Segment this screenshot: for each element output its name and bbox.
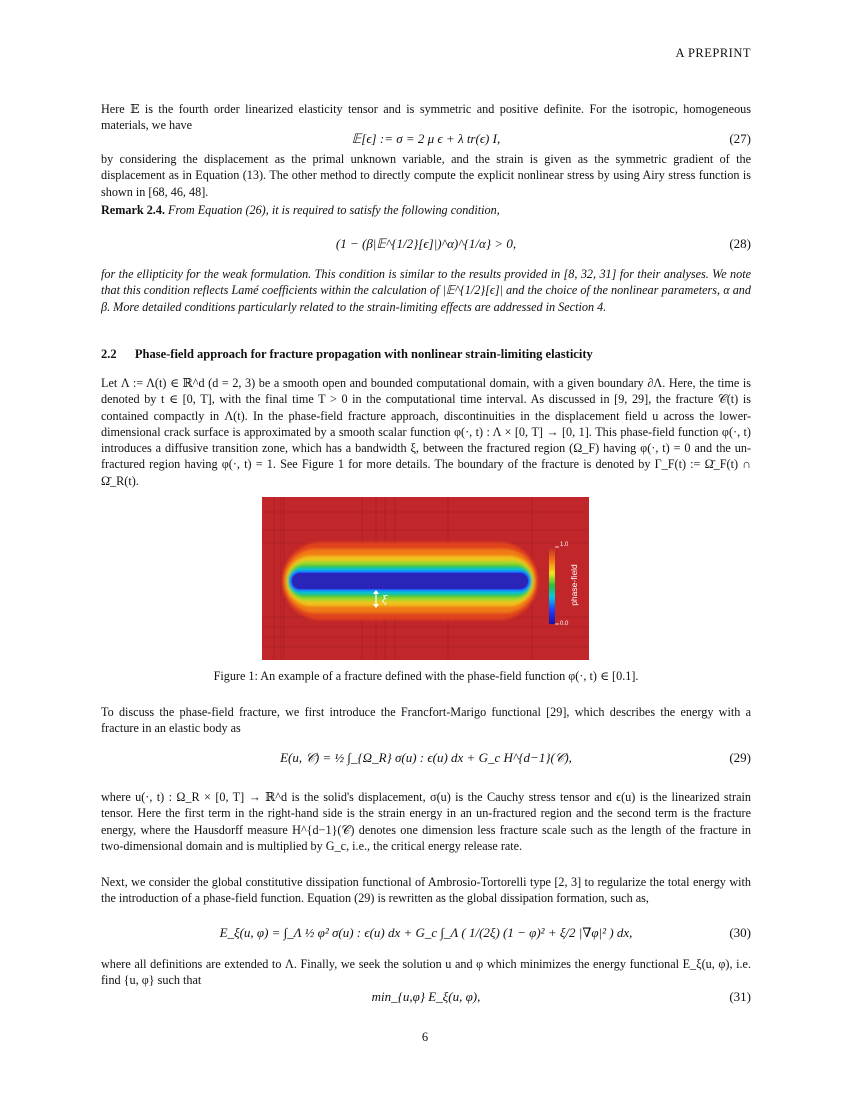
equation-31-body: min_{u,φ} E_ξ(u, φ), [371,989,481,1004]
colorbar [549,547,555,624]
paragraph-francfort-marigo [101,704,751,737]
colorbar-min-label: 0.0 [560,621,569,627]
equation-30 [101,925,751,947]
page-number: 6 [421,1030,429,1044]
paragraph-text: where u(·, t) : Ω_R × [0, T] → ℝ^d is the solid's displacement, σ(u) is the Cauchy stress tensor and ϵ(u) is the linearized strain tensor. Here the first term in the right-hand side is the strain energy in an un-fractured region and the second term is the fracture energy, where the Hausdorff measure H^{d−1}(𝒞) denotes one dimension less fracture scale such as the length of the fracture in two-dimensional domain and is multiplied by G_c, i.e., the critical energy release rate. [101,790,751,853]
equation-29-body: E(u, 𝒞) = ½ ∫_{Ω_R} σ(u) : ϵ(u) dx + G_c H^{d−1}(𝒞), [280,750,572,765]
paragraph-text: Here 𝔼 is the fourth order linearized elasticity tensor and is symmetric and positive definite. For the isotropic, homogeneous materials, we have [101,102,751,133]
paragraph-domain [101,375,751,489]
paragraph-text: Next, we consider the global constitutive dissipation functional of Ambrosio-Tortorelli type [2, 3] to regularize the total energy with the introduction of a phase-field function. Equation (29) is rewritten as the global dissipation formation, such as, [101,875,751,906]
equation-29 [101,750,751,772]
paragraph-text: To discuss the phase-field fracture, we first introduce the Francfort-Marigo functional [29], which describes the energy with a fracture in an elastic body as [101,705,751,736]
equation-28-body: (1 − (β|𝔼^{1/2}[ϵ]|)^α)^{1/α} > 0, [335,236,517,251]
section-number: 2.2 [101,347,117,361]
figure-phase-field [262,497,589,660]
equation-27-body: 𝔼[ϵ] := σ = 2 μ ϵ + λ tr(ϵ) I, [351,131,501,146]
equation-29-number: (29) [729,750,751,765]
remark-body [101,266,751,315]
section-title: Phase-field approach for fracture propagation with nonlinear strain-limiting elasticity [134,347,593,361]
equation-31-number: (31) [729,989,751,1004]
equation-30-body: E_ξ(u, φ) = ∫_Λ ½ φ² σ(u) : ϵ(u) dx + G_c ∫_Λ ( 1/(2ξ) (1 − φ)² + ξ/2 |∇φ|² ) dx, [219,925,633,940]
paragraph-displacement [101,151,751,200]
remark-intro: From Equation (26), it is required to satisfy the following condition, [168,203,500,217]
remark-heading [101,202,751,218]
remark-label: Remark 2.4. [101,203,165,217]
fracture-core [292,573,528,589]
paragraph-text: by considering the displacement as the primal unknown variable, and the strain is given as the symmetric gradient of the displacement as in Equation (13). The other method to directly compute the explicit nonlinear stress by using Airy stress function is shown in [68, 46, 48]. [101,152,751,199]
running-header: A PREPRINT [675,46,751,60]
equation-27-number: (27) [729,131,751,146]
equation-31 [101,989,751,1011]
figure-caption: Figure 1: An example of a fracture defined with the phase-field function φ(·, t) ∈ [0.1]. [213,669,639,683]
equation-28-number: (28) [729,236,751,251]
paragraph-minimization [101,956,751,989]
equation-30-number: (30) [729,925,751,940]
equation-27 [101,131,751,153]
bandwidth-label: ξ [382,595,388,606]
paragraph-text: Let Λ := Λ(t) ∈ ℝ^d (d = 2, 3) be a smooth open and bounded computational domain, with a given boundary ∂Λ. Here, the time is denoted by t ∈ [0, T], with the final time T > 0 in the computational time interval. As discussed in [9, 29], the fracture 𝒞(t) is contained compactly in Λ(t). In the phase-field fracture approach, discontinuities in the displacement field u across the lower-dimensional crack surface is approximated by a smooth scalar function φ(·, t) : Λ × [0, T] → [0, 1]. This phase-field function φ(·, t) introduces a diffusive transition zone, which has a bandwidth ξ, between the fractured region (Ω_F) having φ(·, t) = 0 and the un-fractured region having φ(·, t) = 1. See Figure 1 for more details. The boundary of the fracture is denoted by Γ_F(t) := Ω̄_F(t) ∩ Ω̄_R(t). [101,376,751,488]
phase-field-plot [262,497,589,660]
section-heading [101,347,593,362]
colorbar-max-label: 1.0 [560,542,569,548]
equation-28 [101,236,751,258]
paragraph-text: for the ellipticity for the weak formulation. This condition is similar to the results provided in [8, 32, 31] for their analyses. We note that this condition reflects Lamé coefficients within the calculation of |𝔼^{1/2}[ϵ]| and the choice of the nonlinear parameters, α and β. More detailed conditions particularly related to the strain-limiting effects are addressed in Section 4. [101,267,751,314]
colorbar-title: phase-field [569,564,579,606]
paragraph-elasticity-tensor [101,101,751,134]
paragraph-displacement-def [101,789,751,854]
paragraph-ambrosio-tortorelli [101,874,751,907]
paragraph-text: where all definitions are extended to Λ. Finally, we seek the solution u and φ which minimizes the energy functional E_ξ(u, φ), i.e. find {u, φ} such that [101,957,751,988]
